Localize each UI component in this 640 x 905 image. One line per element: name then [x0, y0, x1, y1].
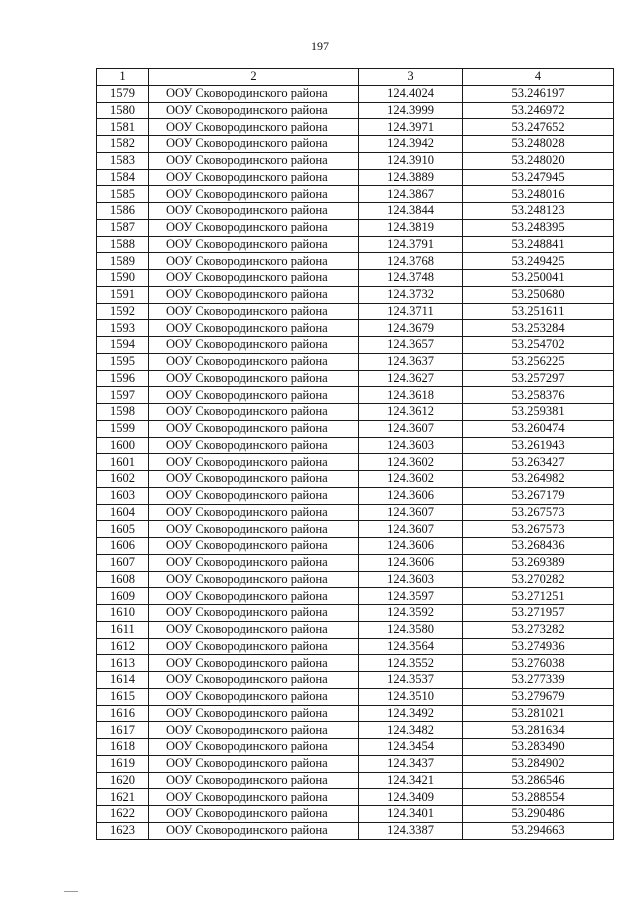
- territory-name-cell: ООУ Сковородинского района: [149, 454, 359, 471]
- latitude-cell: 53.254702: [463, 337, 614, 354]
- longitude-cell: 124.3768: [359, 253, 463, 270]
- row-number-cell: 1613: [97, 655, 149, 672]
- longitude-cell: 124.3409: [359, 789, 463, 806]
- territory-name-cell: ООУ Сковородинского района: [149, 102, 359, 119]
- longitude-cell: 124.3603: [359, 571, 463, 588]
- territory-name-cell: ООУ Сковородинского района: [149, 621, 359, 638]
- latitude-cell: 53.271957: [463, 605, 614, 622]
- coordinates-table: [96, 68, 614, 840]
- territory-name-cell: ООУ Сковородинского района: [149, 722, 359, 739]
- territory-name-cell: ООУ Сковородинского района: [149, 437, 359, 454]
- territory-name-cell: ООУ Сковородинского района: [149, 504, 359, 521]
- latitude-cell: 53.248016: [463, 186, 614, 203]
- table-row: [97, 152, 614, 169]
- row-number-cell: 1604: [97, 504, 149, 521]
- territory-name-cell: ООУ Сковородинского района: [149, 705, 359, 722]
- latitude-cell: 53.247945: [463, 169, 614, 186]
- longitude-cell: 124.3421: [359, 772, 463, 789]
- latitude-cell: 53.264982: [463, 471, 614, 488]
- longitude-cell: 124.3657: [359, 337, 463, 354]
- table-row: [97, 722, 614, 739]
- row-number-cell: 1612: [97, 638, 149, 655]
- longitude-cell: 124.3791: [359, 236, 463, 253]
- longitude-cell: 124.3592: [359, 605, 463, 622]
- table-row: [97, 538, 614, 555]
- table-row: [97, 219, 614, 236]
- latitude-cell: 53.270282: [463, 571, 614, 588]
- latitude-cell: 53.248028: [463, 136, 614, 153]
- row-number-cell: 1622: [97, 806, 149, 823]
- longitude-cell: 124.3607: [359, 521, 463, 538]
- latitude-cell: 53.286546: [463, 772, 614, 789]
- table-row: [97, 605, 614, 622]
- territory-name-cell: ООУ Сковородинского района: [149, 538, 359, 555]
- longitude-cell: 124.3454: [359, 739, 463, 756]
- row-number-cell: 1593: [97, 320, 149, 337]
- row-number-cell: 1609: [97, 588, 149, 605]
- territory-name-cell: ООУ Сковородинского района: [149, 337, 359, 354]
- row-number-cell: 1623: [97, 822, 149, 839]
- row-number-cell: 1616: [97, 705, 149, 722]
- row-number-cell: 1607: [97, 554, 149, 571]
- table-row: [97, 504, 614, 521]
- latitude-cell: 53.246197: [463, 85, 614, 102]
- latitude-cell: 53.288554: [463, 789, 614, 806]
- row-number-cell: 1601: [97, 454, 149, 471]
- row-number-cell: 1597: [97, 387, 149, 404]
- latitude-cell: 53.260474: [463, 420, 614, 437]
- territory-name-cell: ООУ Сковородинского района: [149, 370, 359, 387]
- territory-name-cell: ООУ Сковородинского района: [149, 806, 359, 823]
- longitude-cell: 124.3387: [359, 822, 463, 839]
- latitude-cell: 53.281021: [463, 705, 614, 722]
- latitude-cell: 53.277339: [463, 672, 614, 689]
- header-col-1: 1: [97, 69, 149, 86]
- latitude-cell: 53.267179: [463, 487, 614, 504]
- longitude-cell: 124.3602: [359, 454, 463, 471]
- longitude-cell: 124.3732: [359, 286, 463, 303]
- latitude-cell: 53.248841: [463, 236, 614, 253]
- latitude-cell: 53.284902: [463, 755, 614, 772]
- longitude-cell: 124.3492: [359, 705, 463, 722]
- latitude-cell: 53.251611: [463, 303, 614, 320]
- header-col-3: 3: [359, 69, 463, 86]
- row-number-cell: 1614: [97, 672, 149, 689]
- latitude-cell: 53.281634: [463, 722, 614, 739]
- territory-name-cell: ООУ Сковородинского района: [149, 387, 359, 404]
- table-row: [97, 186, 614, 203]
- longitude-cell: 124.3618: [359, 387, 463, 404]
- longitude-cell: 124.3564: [359, 638, 463, 655]
- latitude-cell: 53.250041: [463, 270, 614, 287]
- table-row: [97, 672, 614, 689]
- row-number-cell: 1608: [97, 571, 149, 588]
- table-row: [97, 688, 614, 705]
- territory-name-cell: ООУ Сковородинского района: [149, 270, 359, 287]
- longitude-cell: 124.3401: [359, 806, 463, 823]
- table-row: [97, 136, 614, 153]
- row-number-cell: 1592: [97, 303, 149, 320]
- table-row: [97, 588, 614, 605]
- row-number-cell: 1615: [97, 688, 149, 705]
- row-number-cell: 1589: [97, 253, 149, 270]
- row-number-cell: 1585: [97, 186, 149, 203]
- table-row: [97, 102, 614, 119]
- longitude-cell: 124.3552: [359, 655, 463, 672]
- latitude-cell: 53.273282: [463, 621, 614, 638]
- header-col-2: 2: [149, 69, 359, 86]
- territory-name-cell: ООУ Сковородинского района: [149, 755, 359, 772]
- table-row: [97, 454, 614, 471]
- territory-name-cell: ООУ Сковородинского района: [149, 219, 359, 236]
- table-row: [97, 320, 614, 337]
- longitude-cell: 124.3437: [359, 755, 463, 772]
- latitude-cell: 53.259381: [463, 404, 614, 421]
- longitude-cell: 124.3510: [359, 688, 463, 705]
- longitude-cell: 124.3999: [359, 102, 463, 119]
- table-row: [97, 789, 614, 806]
- table-row: [97, 286, 614, 303]
- longitude-cell: 124.3603: [359, 437, 463, 454]
- territory-name-cell: ООУ Сковородинского района: [149, 588, 359, 605]
- latitude-cell: 53.258376: [463, 387, 614, 404]
- table-row: [97, 404, 614, 421]
- latitude-cell: 53.294663: [463, 822, 614, 839]
- table-row: [97, 621, 614, 638]
- territory-name-cell: ООУ Сковородинского района: [149, 688, 359, 705]
- table-row: [97, 554, 614, 571]
- longitude-cell: 124.3867: [359, 186, 463, 203]
- territory-name-cell: ООУ Сковородинского района: [149, 152, 359, 169]
- row-number-cell: 1599: [97, 420, 149, 437]
- territory-name-cell: ООУ Сковородинского района: [149, 136, 359, 153]
- row-number-cell: 1602: [97, 471, 149, 488]
- table-row: [97, 638, 614, 655]
- longitude-cell: 124.3607: [359, 504, 463, 521]
- row-number-cell: 1579: [97, 85, 149, 102]
- row-number-cell: 1619: [97, 755, 149, 772]
- longitude-cell: 124.3606: [359, 487, 463, 504]
- territory-name-cell: ООУ Сковородинского района: [149, 420, 359, 437]
- longitude-cell: 124.3606: [359, 554, 463, 571]
- table-row: [97, 203, 614, 220]
- table-row: [97, 822, 614, 839]
- territory-name-cell: ООУ Сковородинского района: [149, 186, 359, 203]
- row-number-cell: 1590: [97, 270, 149, 287]
- row-number-cell: 1584: [97, 169, 149, 186]
- latitude-cell: 53.279679: [463, 688, 614, 705]
- row-number-cell: 1595: [97, 353, 149, 370]
- row-number-cell: 1591: [97, 286, 149, 303]
- row-number-cell: 1603: [97, 487, 149, 504]
- table-row: [97, 772, 614, 789]
- latitude-cell: 53.276038: [463, 655, 614, 672]
- longitude-cell: 124.3819: [359, 219, 463, 236]
- territory-name-cell: ООУ Сковородинского района: [149, 605, 359, 622]
- latitude-cell: 53.268436: [463, 538, 614, 555]
- table-row: [97, 471, 614, 488]
- territory-name-cell: ООУ Сковородинского района: [149, 487, 359, 504]
- longitude-cell: 124.3889: [359, 169, 463, 186]
- row-number-cell: 1583: [97, 152, 149, 169]
- longitude-cell: 124.3748: [359, 270, 463, 287]
- table-row: [97, 303, 614, 320]
- territory-name-cell: ООУ Сковородинского района: [149, 353, 359, 370]
- longitude-cell: 124.3602: [359, 471, 463, 488]
- longitude-cell: 124.3607: [359, 420, 463, 437]
- table-row: [97, 739, 614, 756]
- territory-name-cell: ООУ Сковородинского района: [149, 655, 359, 672]
- page-number: 197: [311, 39, 329, 53]
- table-row: [97, 437, 614, 454]
- table-row: [97, 806, 614, 823]
- territory-name-cell: ООУ Сковородинского района: [149, 571, 359, 588]
- table-row: [97, 420, 614, 437]
- row-number-cell: 1598: [97, 404, 149, 421]
- longitude-cell: 124.3910: [359, 152, 463, 169]
- territory-name-cell: ООУ Сковородинского района: [149, 303, 359, 320]
- territory-name-cell: ООУ Сковородинского района: [149, 739, 359, 756]
- row-number-cell: 1620: [97, 772, 149, 789]
- territory-name-cell: ООУ Сковородинского района: [149, 554, 359, 571]
- latitude-cell: 53.283490: [463, 739, 614, 756]
- row-number-cell: 1621: [97, 789, 149, 806]
- table-row: [97, 236, 614, 253]
- table-row: [97, 521, 614, 538]
- latitude-cell: 53.248020: [463, 152, 614, 169]
- row-number-cell: 1580: [97, 102, 149, 119]
- longitude-cell: 124.3637: [359, 353, 463, 370]
- latitude-cell: 53.256225: [463, 353, 614, 370]
- table-row: [97, 253, 614, 270]
- latitude-cell: 53.271251: [463, 588, 614, 605]
- row-number-cell: 1606: [97, 538, 149, 555]
- territory-name-cell: ООУ Сковородинского района: [149, 236, 359, 253]
- territory-name-cell: ООУ Сковородинского района: [149, 169, 359, 186]
- longitude-cell: 124.3844: [359, 203, 463, 220]
- territory-name-cell: ООУ Сковородинского района: [149, 471, 359, 488]
- longitude-cell: 124.3482: [359, 722, 463, 739]
- table-row: [97, 655, 614, 672]
- longitude-cell: 124.3606: [359, 538, 463, 555]
- longitude-cell: 124.3580: [359, 621, 463, 638]
- territory-name-cell: ООУ Сковородинского района: [149, 253, 359, 270]
- latitude-cell: 53.257297: [463, 370, 614, 387]
- longitude-cell: 124.3612: [359, 404, 463, 421]
- latitude-cell: 53.253284: [463, 320, 614, 337]
- latitude-cell: 53.267573: [463, 504, 614, 521]
- territory-name-cell: ООУ Сковородинского района: [149, 85, 359, 102]
- territory-name-cell: ООУ Сковородинского района: [149, 203, 359, 220]
- territory-name-cell: ООУ Сковородинского района: [149, 789, 359, 806]
- latitude-cell: 53.263427: [463, 454, 614, 471]
- table-row: [97, 353, 614, 370]
- row-number-cell: 1588: [97, 236, 149, 253]
- scan-mark: [64, 891, 78, 892]
- territory-name-cell: ООУ Сковородинского района: [149, 638, 359, 655]
- longitude-cell: 124.3627: [359, 370, 463, 387]
- table-row: [97, 169, 614, 186]
- table-header: [97, 69, 614, 86]
- latitude-cell: 53.249425: [463, 253, 614, 270]
- row-number-cell: 1586: [97, 203, 149, 220]
- table-row: [97, 119, 614, 136]
- row-number-cell: 1587: [97, 219, 149, 236]
- latitude-cell: 53.247652: [463, 119, 614, 136]
- table-row: [97, 337, 614, 354]
- table-row: [97, 370, 614, 387]
- row-number-cell: 1594: [97, 337, 149, 354]
- latitude-cell: 53.261943: [463, 437, 614, 454]
- row-number-cell: 1582: [97, 136, 149, 153]
- table-row: [97, 755, 614, 772]
- table-row: [97, 387, 614, 404]
- longitude-cell: 124.3971: [359, 119, 463, 136]
- table-row: [97, 270, 614, 287]
- table-row: [97, 571, 614, 588]
- latitude-cell: 53.274936: [463, 638, 614, 655]
- header-col-4: 4: [463, 69, 614, 86]
- longitude-cell: 124.3942: [359, 136, 463, 153]
- territory-name-cell: ООУ Сковородинского района: [149, 320, 359, 337]
- latitude-cell: 53.248123: [463, 203, 614, 220]
- territory-name-cell: ООУ Сковородинского района: [149, 404, 359, 421]
- table-body: [97, 85, 614, 839]
- table-row: [97, 487, 614, 504]
- territory-name-cell: ООУ Сковородинского района: [149, 119, 359, 136]
- longitude-cell: 124.3537: [359, 672, 463, 689]
- row-number-cell: 1618: [97, 739, 149, 756]
- header-row: [97, 69, 614, 86]
- longitude-cell: 124.3711: [359, 303, 463, 320]
- row-number-cell: 1596: [97, 370, 149, 387]
- latitude-cell: 53.269389: [463, 554, 614, 571]
- latitude-cell: 53.248395: [463, 219, 614, 236]
- row-number-cell: 1581: [97, 119, 149, 136]
- latitude-cell: 53.267573: [463, 521, 614, 538]
- territory-name-cell: ООУ Сковородинского района: [149, 772, 359, 789]
- row-number-cell: 1617: [97, 722, 149, 739]
- territory-name-cell: ООУ Сковородинского района: [149, 822, 359, 839]
- longitude-cell: 124.4024: [359, 85, 463, 102]
- longitude-cell: 124.3679: [359, 320, 463, 337]
- row-number-cell: 1611: [97, 621, 149, 638]
- table-row: [97, 85, 614, 102]
- row-number-cell: 1605: [97, 521, 149, 538]
- row-number-cell: 1610: [97, 605, 149, 622]
- row-number-cell: 1600: [97, 437, 149, 454]
- territory-name-cell: ООУ Сковородинского района: [149, 672, 359, 689]
- territory-name-cell: ООУ Сковородинского района: [149, 521, 359, 538]
- territory-name-cell: ООУ Сковородинского района: [149, 286, 359, 303]
- longitude-cell: 124.3597: [359, 588, 463, 605]
- latitude-cell: 53.250680: [463, 286, 614, 303]
- table-row: [97, 705, 614, 722]
- latitude-cell: 53.246972: [463, 102, 614, 119]
- latitude-cell: 53.290486: [463, 806, 614, 823]
